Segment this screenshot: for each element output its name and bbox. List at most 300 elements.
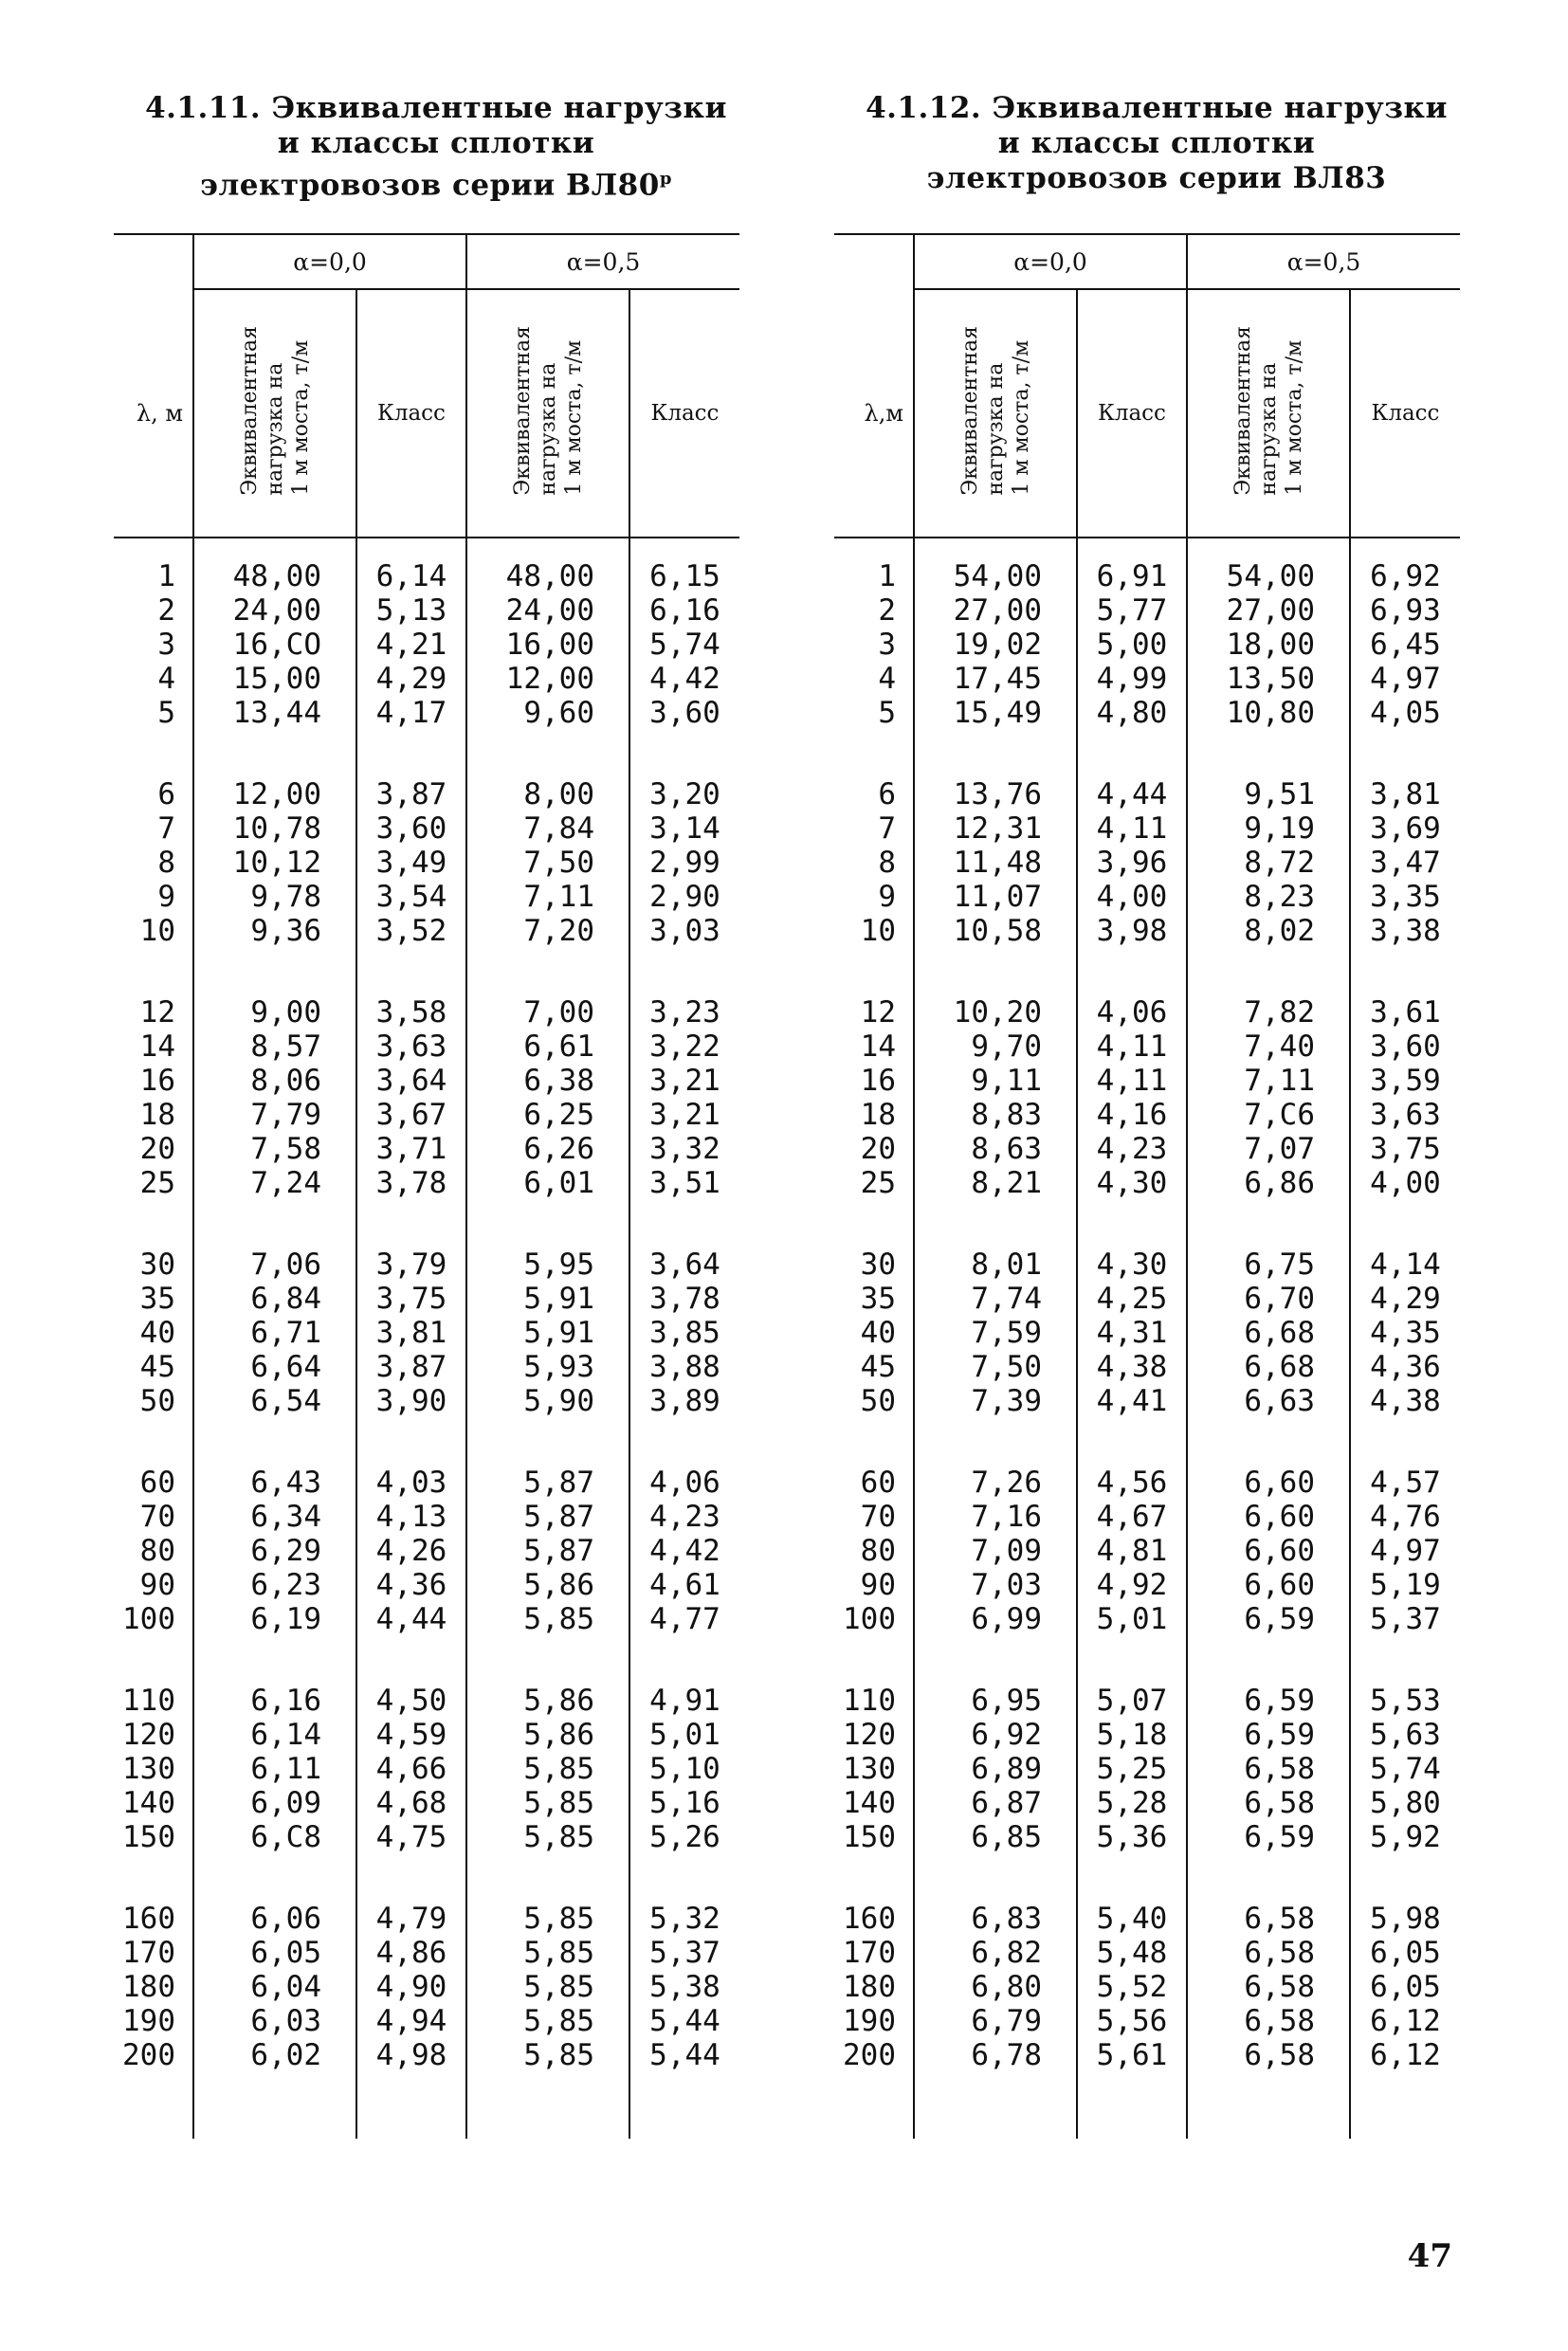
lambda-cell: 16 xyxy=(860,1064,896,1098)
load-cell: 7,11 xyxy=(1187,1064,1350,1098)
load-cell: 6,60 xyxy=(1187,1500,1350,1534)
class-cell: 3,21 xyxy=(629,1098,739,1132)
alpha-header: α=0,0 xyxy=(914,234,1187,289)
load-cell: 6,70 xyxy=(1187,1282,1350,1316)
row-group xyxy=(834,538,1460,730)
class-cell: 3,71 xyxy=(356,1132,466,1166)
class-cell: 3,67 xyxy=(356,1098,466,1132)
load-cell: 6,25 xyxy=(466,1098,629,1132)
load-cell: 6,58 xyxy=(1187,1854,1350,1936)
load-cell: 17,45 xyxy=(914,662,1077,696)
lambda-cell: 4 xyxy=(157,662,175,696)
class-cell: 5,38 xyxy=(629,1970,739,2004)
load-cell: 6,99 xyxy=(914,1602,1077,1636)
lambda-cell: 18 xyxy=(860,1098,896,1132)
table-row xyxy=(114,2004,739,2038)
load-header: Эквивалентная нагрузка на 1 м моста, т/м xyxy=(510,325,586,496)
table-row xyxy=(114,1936,739,1970)
row-group xyxy=(834,948,1460,1200)
lambda-cell: 40 xyxy=(860,1316,896,1350)
table-row xyxy=(834,2038,1460,2072)
lambda-cell: 70 xyxy=(860,1500,896,1534)
class-cell: 3,54 xyxy=(356,880,466,914)
table-row xyxy=(114,1200,739,1282)
table-row xyxy=(114,1568,739,1602)
load-cell: 6,54 xyxy=(193,1384,356,1418)
class-cell: 4,26 xyxy=(356,1534,466,1568)
class-cell: 4,13 xyxy=(356,1500,466,1534)
load-cell: 6,68 xyxy=(1187,1316,1350,1350)
load-cell: 5,85 xyxy=(466,1854,629,1936)
load-cell: 6,34 xyxy=(193,1500,356,1534)
load-cell: 7,82 xyxy=(1187,948,1350,1030)
table-row xyxy=(834,1970,1460,2004)
class-cell: 3,14 xyxy=(629,811,739,846)
class-cell: 4,79 xyxy=(356,1854,466,1936)
table-row xyxy=(834,1568,1460,1602)
lambda-cell: 180 xyxy=(843,1970,896,2004)
table-row xyxy=(834,914,1460,948)
load-cell: 6,58 xyxy=(1187,1936,1350,1970)
lambda-cell: 35 xyxy=(139,1282,175,1316)
table-row xyxy=(114,1064,739,1098)
class-cell: 5,26 xyxy=(629,1820,739,1854)
table-row xyxy=(114,1534,739,1568)
table-row xyxy=(114,1166,739,1200)
table-row xyxy=(834,730,1460,811)
load-cell: 6,64 xyxy=(193,1350,356,1384)
lambda-cell: 3 xyxy=(878,628,896,662)
load-cell: 6,78 xyxy=(914,2038,1077,2072)
load-cell: 11,07 xyxy=(914,880,1077,914)
load-cell: 9,51 xyxy=(1187,730,1350,811)
header-spacer xyxy=(114,234,193,289)
load-cell: 8,00 xyxy=(466,730,629,811)
table-row xyxy=(834,1786,1460,1820)
lambda-cell: 6 xyxy=(878,777,896,811)
class-cell: 3,51 xyxy=(629,1166,739,1200)
class-cell: 4,81 xyxy=(1077,1534,1187,1568)
class-cell: 4,29 xyxy=(1350,1282,1460,1316)
table-row xyxy=(834,1132,1460,1166)
lambda-cell: 6 xyxy=(157,777,175,811)
title-line: электровозов серии ВЛ83 xyxy=(926,161,1387,195)
lambda-cell: 180 xyxy=(122,1970,175,2004)
load-cell: 9,70 xyxy=(914,1030,1077,1064)
class-cell: 4,11 xyxy=(1077,1064,1187,1098)
lambda-cell: 80 xyxy=(860,1534,896,1568)
lambda-cell: 110 xyxy=(843,1684,896,1718)
table-row xyxy=(114,1602,739,1636)
lambda-cell: 20 xyxy=(860,1132,896,1166)
lambda-cell: 90 xyxy=(860,1568,896,1602)
table-row xyxy=(114,1030,739,1064)
load-cell: 6,58 xyxy=(1187,1786,1350,1820)
lambda-cell: 25 xyxy=(139,1166,175,1200)
load-cell: 16,00 xyxy=(466,628,629,662)
load-cell: 7,50 xyxy=(914,1350,1077,1384)
series-superscript: р xyxy=(659,169,672,189)
class-cell: 4,06 xyxy=(1077,948,1187,1030)
table-4-1-11 xyxy=(114,91,758,2139)
class-cell: 5,92 xyxy=(1350,1820,1460,1854)
load-cell: 9,60 xyxy=(466,696,629,730)
lambda-cell: 160 xyxy=(122,1902,175,1936)
load-cell: 6,06 xyxy=(193,1854,356,1936)
class-cell: 3,63 xyxy=(1350,1098,1460,1132)
class-cell: 3,52 xyxy=(356,914,466,948)
load-cell: 5,86 xyxy=(466,1568,629,1602)
load-header-cell xyxy=(466,289,629,538)
load-cell: 6,04 xyxy=(193,1970,356,2004)
load-cell: 5,85 xyxy=(466,1970,629,2004)
class-cell: 5,01 xyxy=(1077,1602,1187,1636)
load-cell: 9,36 xyxy=(193,914,356,948)
table-row xyxy=(834,696,1460,730)
class-cell: 3,85 xyxy=(629,1316,739,1350)
table-row xyxy=(114,1384,739,1418)
load-cell: 48,00 xyxy=(466,538,629,593)
load-cell: 10,12 xyxy=(193,846,356,880)
load-cell: 6,03 xyxy=(193,2004,356,2038)
class-cell: 6,14 xyxy=(356,538,466,593)
class-cell: 4,11 xyxy=(1077,1030,1187,1064)
class-cell: 4,61 xyxy=(629,1568,739,1602)
title-line: 4.1.12. Эквивалентные нагрузки xyxy=(866,91,1448,125)
class-cell: 5,56 xyxy=(1077,2004,1187,2038)
table-tail xyxy=(114,2072,739,2139)
table-row xyxy=(114,1820,739,1854)
table-row xyxy=(834,1098,1460,1132)
load-cell: 19,02 xyxy=(914,628,1077,662)
class-cell: 6,12 xyxy=(1350,2004,1460,2038)
load-cell: 5,95 xyxy=(466,1200,629,1282)
class-cell: 5,48 xyxy=(1077,1936,1187,1970)
load-cell: 5,85 xyxy=(466,1752,629,1786)
table-row xyxy=(834,1500,1460,1534)
row-group xyxy=(114,538,739,730)
class-cell: 4,36 xyxy=(356,1568,466,1602)
load-cell: 27,00 xyxy=(914,593,1077,628)
lambda-cell: 45 xyxy=(860,1350,896,1384)
class-cell: 5,98 xyxy=(1350,1854,1460,1936)
table-title xyxy=(834,91,1479,233)
load-cell: 12,00 xyxy=(193,730,356,811)
class-cell: 4,31 xyxy=(1077,1316,1187,1350)
load-header: Эквивалентная нагрузка на 1 м моста, т/м xyxy=(957,325,1033,496)
load-cell: 6,75 xyxy=(1187,1200,1350,1282)
load-cell: 6,89 xyxy=(914,1752,1077,1786)
load-cell: 8,23 xyxy=(1187,880,1350,914)
row-group xyxy=(834,730,1460,948)
load-cell: 7,84 xyxy=(466,811,629,846)
class-cell: 4,66 xyxy=(356,1752,466,1786)
lambda-cell: 18 xyxy=(139,1098,175,1132)
class-cell: 3,64 xyxy=(356,1064,466,1098)
load-cell: 6,71 xyxy=(193,1316,356,1350)
class-cell: 6,05 xyxy=(1350,1936,1460,1970)
table-row xyxy=(834,1718,1460,1752)
lambda-cell: 14 xyxy=(139,1030,175,1064)
class-cell: 5,37 xyxy=(1350,1602,1460,1636)
load-cell: 24,00 xyxy=(193,593,356,628)
table-row xyxy=(114,1718,739,1752)
lambda-cell: 12 xyxy=(860,995,896,1030)
lambda-cell: 20 xyxy=(139,1132,175,1166)
class-cell: 3,89 xyxy=(629,1384,739,1418)
class-cell: 3,81 xyxy=(1350,730,1460,811)
table-row xyxy=(114,1854,739,1936)
lambda-cell: 60 xyxy=(139,1466,175,1500)
load-cell: 7,39 xyxy=(914,1384,1077,1418)
class-cell: 6,15 xyxy=(629,538,739,593)
title-line: и классы сплотки xyxy=(997,126,1316,160)
table-row xyxy=(114,1350,739,1384)
load-cell: 6,68 xyxy=(1187,1350,1350,1384)
row-group xyxy=(834,1200,1460,1418)
table-row xyxy=(834,1534,1460,1568)
load-cell: 5,87 xyxy=(466,1418,629,1500)
table-row xyxy=(834,1854,1460,1936)
lambda-cell: 120 xyxy=(122,1718,175,1752)
class-cell: 5,37 xyxy=(629,1936,739,1970)
table-row xyxy=(114,811,739,846)
load-cell: 6,92 xyxy=(914,1718,1077,1752)
lambda-cell: 3 xyxy=(157,628,175,662)
load-cell: 9,00 xyxy=(193,948,356,1030)
table-row xyxy=(834,1820,1460,1854)
table-row xyxy=(114,593,739,628)
class-cell: 3,61 xyxy=(1350,948,1460,1030)
table-row xyxy=(834,1316,1460,1350)
table-row xyxy=(834,628,1460,662)
class-cell: 4,44 xyxy=(356,1602,466,1636)
load-cell: 6,60 xyxy=(1187,1418,1350,1500)
load-cell: 18,00 xyxy=(1187,628,1350,662)
class-cell: 3,81 xyxy=(356,1316,466,1350)
load-cell: 16,СО xyxy=(193,628,356,662)
load-cell: 7,09 xyxy=(914,1534,1077,1568)
class-cell: 3,88 xyxy=(629,1350,739,1384)
class-cell: 4,59 xyxy=(356,1718,466,1752)
load-cell: 6,11 xyxy=(193,1752,356,1786)
class-cell: 5,52 xyxy=(1077,1970,1187,2004)
load-cell: 8,06 xyxy=(193,1064,356,1098)
class-cell: 4,30 xyxy=(1077,1200,1187,1282)
class-cell: 4,80 xyxy=(1077,696,1187,730)
load-cell: 5,93 xyxy=(466,1350,629,1384)
load-cell: 7,79 xyxy=(193,1098,356,1132)
table-row xyxy=(114,1752,739,1786)
lambda-cell: 140 xyxy=(122,1786,175,1820)
load-cell: 6,79 xyxy=(914,2004,1077,2038)
load-cell: 8,57 xyxy=(193,1030,356,1064)
table-row xyxy=(834,593,1460,628)
table-4-1-12 xyxy=(834,91,1479,2139)
lambda-cell: 100 xyxy=(122,1602,175,1636)
class-cell: 4,97 xyxy=(1350,662,1460,696)
class-cell: 4,00 xyxy=(1350,1166,1460,1200)
load-cell: 13,50 xyxy=(1187,662,1350,696)
class-cell: 3,87 xyxy=(356,730,466,811)
class-cell: 3,79 xyxy=(356,1200,466,1282)
table-row xyxy=(114,1316,739,1350)
load-header: Эквивалентная нагрузка на 1 м моста, т/м xyxy=(1231,325,1306,496)
load-cell: 6,83 xyxy=(914,1854,1077,1936)
load-cell: 7,00 xyxy=(466,948,629,1030)
lambda-cell: 170 xyxy=(122,1936,175,1970)
class-cell: 5,28 xyxy=(1077,1786,1187,1820)
lambda-cell: 30 xyxy=(139,1248,175,1282)
table-row xyxy=(114,914,739,948)
class-cell: 5,01 xyxy=(629,1718,739,1752)
lambda-cell: 8 xyxy=(878,846,896,880)
load-cell: 13,44 xyxy=(193,696,356,730)
series-name: электровозов серии ВЛ80 xyxy=(200,168,660,203)
lambda-cell: 7 xyxy=(878,811,896,846)
class-cell: 4,57 xyxy=(1350,1418,1460,1500)
table-row xyxy=(114,1282,739,1316)
load-cell: 8,72 xyxy=(1187,846,1350,880)
class-cell: 4,14 xyxy=(1350,1200,1460,1282)
lambda-cell: 160 xyxy=(843,1902,896,1936)
table-row xyxy=(114,1970,739,2004)
lambda-cell: 25 xyxy=(860,1166,896,1200)
load-cell: 9,11 xyxy=(914,1064,1077,1098)
class-cell: 3,60 xyxy=(356,811,466,846)
table-row xyxy=(834,1064,1460,1098)
class-cell: 4,38 xyxy=(1077,1350,1187,1384)
class-cell: 4,00 xyxy=(1077,880,1187,914)
class-cell: 3,87 xyxy=(356,1350,466,1384)
class-cell: 5,10 xyxy=(629,1752,739,1786)
load-cell: 6,87 xyxy=(914,1786,1077,1820)
class-cell: 5,19 xyxy=(1350,1568,1460,1602)
load-header-cell xyxy=(1187,289,1350,538)
class-cell: 3,20 xyxy=(629,730,739,811)
class-cell: 4,23 xyxy=(629,1500,739,1534)
class-cell: 4,50 xyxy=(356,1636,466,1718)
table-row xyxy=(834,1418,1460,1500)
load-cell: 24,00 xyxy=(466,593,629,628)
class-cell: 5,44 xyxy=(629,2038,739,2072)
row-group xyxy=(114,1854,739,2072)
row-group xyxy=(834,1854,1460,2072)
class-cell: 5,53 xyxy=(1350,1636,1460,1718)
class-cell: 4,05 xyxy=(1350,696,1460,730)
load-cell: 7,06 xyxy=(193,1200,356,1282)
load-cell: 6,26 xyxy=(466,1132,629,1166)
class-cell: 5,16 xyxy=(629,1786,739,1820)
load-cell: 5,85 xyxy=(466,1786,629,1820)
table-row xyxy=(114,1786,739,1820)
table-row xyxy=(834,1200,1460,1282)
lambda-cell: 2 xyxy=(878,593,896,628)
class-cell: 3,21 xyxy=(629,1064,739,1098)
table-row xyxy=(114,2038,739,2072)
class-cell: 5,40 xyxy=(1077,1854,1187,1936)
class-cell: 5,74 xyxy=(629,628,739,662)
class-cell: 3,38 xyxy=(1350,914,1460,948)
load-cell: 6,19 xyxy=(193,1602,356,1636)
table-row xyxy=(114,1098,739,1132)
alpha-header: α=0,5 xyxy=(466,234,739,289)
load-cell: 10,78 xyxy=(193,811,356,846)
lambda-cell: 120 xyxy=(843,1718,896,1752)
load-cell: 6,95 xyxy=(914,1636,1077,1718)
class-cell: 5,80 xyxy=(1350,1786,1460,1820)
table-row xyxy=(114,1500,739,1534)
load-cell: 5,86 xyxy=(466,1636,629,1718)
lambda-cell: 190 xyxy=(843,2004,896,2038)
class-cell: 4,36 xyxy=(1350,1350,1460,1384)
class-cell: 3,47 xyxy=(1350,846,1460,880)
lambda-cell: 90 xyxy=(139,1568,175,1602)
load-cell: 15,49 xyxy=(914,696,1077,730)
class-cell: 4,17 xyxy=(356,696,466,730)
load-cell: 6,86 xyxy=(1187,1166,1350,1200)
load-cell: 7,03 xyxy=(914,1568,1077,1602)
lambda-header: λ,м xyxy=(834,289,914,538)
class-cell: 4,99 xyxy=(1077,662,1187,696)
lambda-cell: 130 xyxy=(843,1752,896,1786)
class-header: Класс xyxy=(1350,289,1460,538)
class-cell: 5,44 xyxy=(629,2004,739,2038)
class-cell: 5,74 xyxy=(1350,1752,1460,1786)
load-cell: 7,20 xyxy=(466,914,629,948)
load-cell: 5,85 xyxy=(466,1936,629,1970)
load-cell: 6,05 xyxy=(193,1936,356,1970)
class-cell: 4,98 xyxy=(356,2038,466,2072)
load-cell: 6,С8 xyxy=(193,1820,356,1854)
class-cell: 3,23 xyxy=(629,948,739,1030)
row-group xyxy=(114,1418,739,1636)
load-cell: 13,76 xyxy=(914,730,1077,811)
load-cell: 8,83 xyxy=(914,1098,1077,1132)
class-cell: 5,61 xyxy=(1077,2038,1187,2072)
class-cell: 4,42 xyxy=(629,662,739,696)
row-group xyxy=(834,1418,1460,1636)
table-row xyxy=(834,811,1460,846)
load-cell: 7,50 xyxy=(466,846,629,880)
load-cell: 10,80 xyxy=(1187,696,1350,730)
lambda-cell: 1 xyxy=(157,559,175,593)
lambda-cell: 130 xyxy=(122,1752,175,1786)
class-cell: 3,75 xyxy=(356,1282,466,1316)
class-cell: 4,38 xyxy=(1350,1384,1460,1418)
load-cell: 6,14 xyxy=(193,1718,356,1752)
load-cell: 6,84 xyxy=(193,1282,356,1316)
table-row xyxy=(834,1384,1460,1418)
load-cell: 6,16 xyxy=(193,1636,356,1718)
class-cell: 3,63 xyxy=(356,1030,466,1064)
load-cell: 6,63 xyxy=(1187,1384,1350,1418)
load-cell: 7,24 xyxy=(193,1166,356,1200)
table-row xyxy=(114,1636,739,1718)
class-cell: 6,12 xyxy=(1350,2038,1460,2072)
lambda-cell: 16 xyxy=(139,1064,175,1098)
load-cell: 48,00 xyxy=(193,538,356,593)
load-cell: 5,87 xyxy=(466,1500,629,1534)
load-cell: 6,61 xyxy=(466,1030,629,1064)
class-cell: 4,06 xyxy=(629,1418,739,1500)
class-cell: 5,13 xyxy=(356,593,466,628)
load-cell: 12,31 xyxy=(914,811,1077,846)
row-group xyxy=(114,1636,739,1854)
table-row xyxy=(834,1636,1460,1718)
load-cell: 7,74 xyxy=(914,1282,1077,1316)
class-cell: 4,30 xyxy=(1077,1166,1187,1200)
